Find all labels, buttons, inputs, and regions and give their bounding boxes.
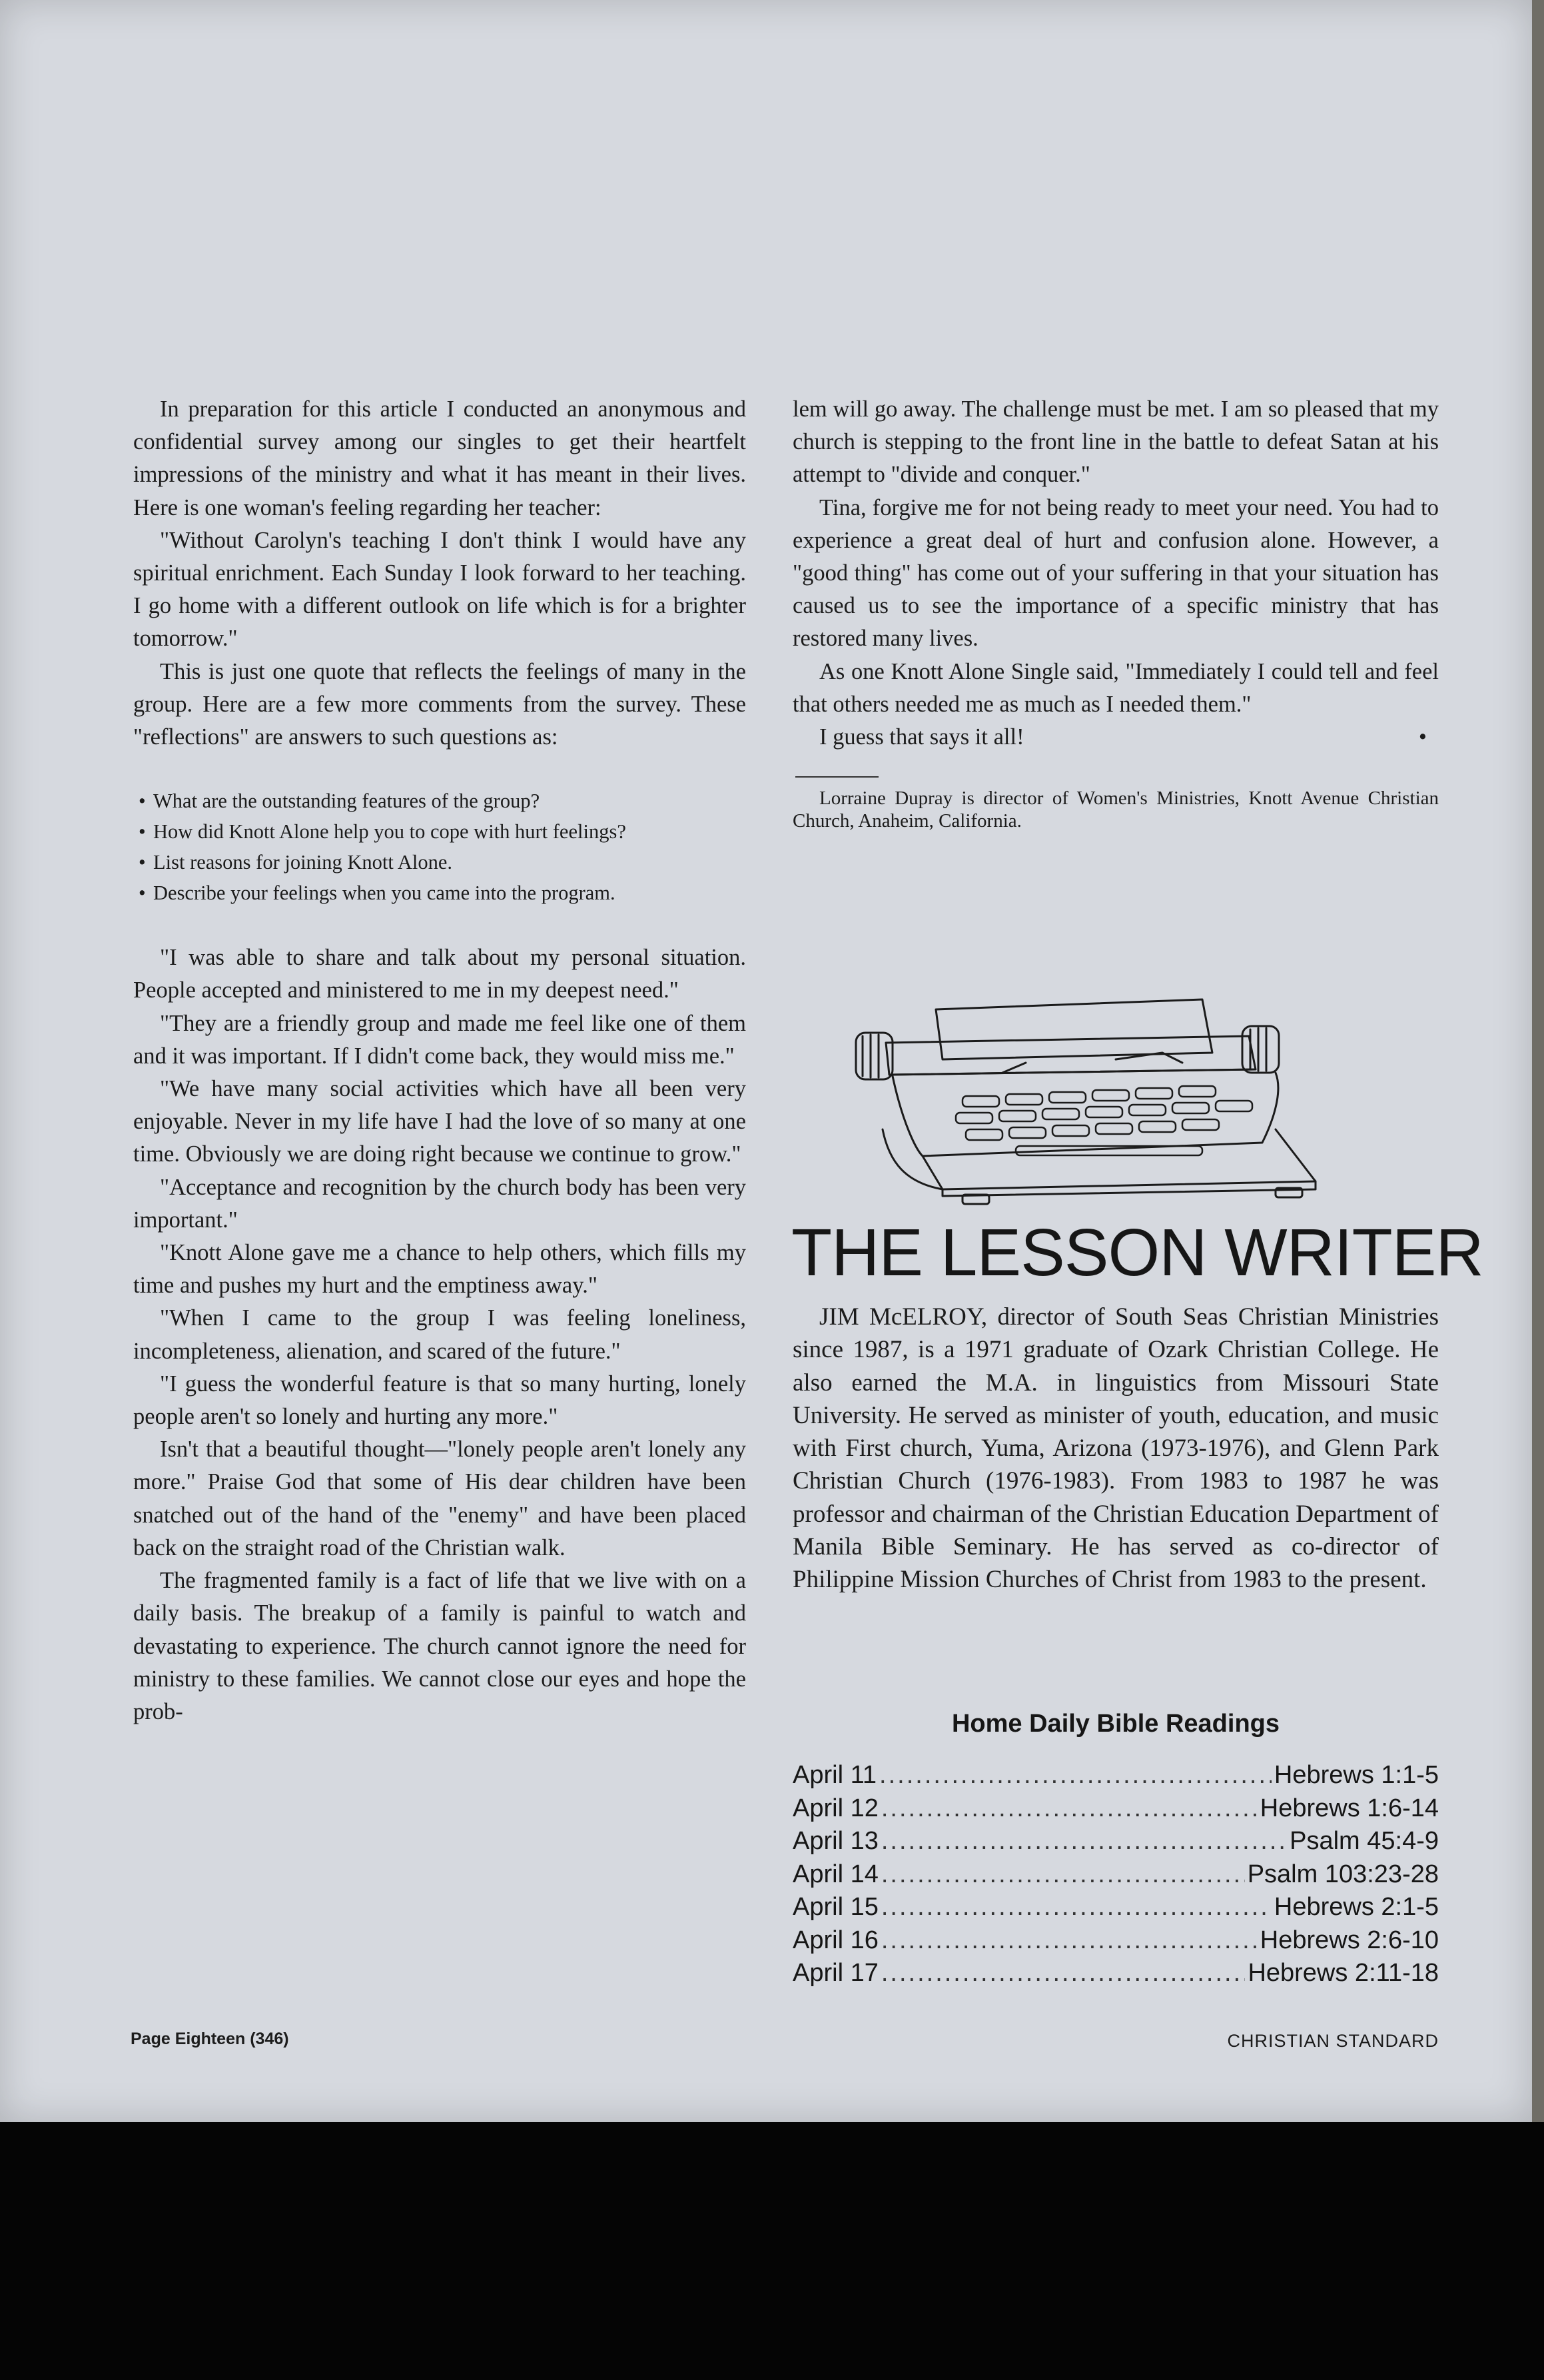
list-item: • What are the outstanding features of the group? <box>139 790 540 813</box>
list-item: • List reasons for joining Knott Alone. <box>139 851 452 874</box>
list-item: April 13 ..... Psalm 45:4-9 <box>793 1825 1439 1858</box>
quote-paragraph: "They are a friendly group and made me feel like one of them and it was important. If I didn't come back, they would miss me." <box>133 1010 746 1069</box>
body-paragraph: In preparation for this article I conducted an anonymous and confidential survey among our singles to get their heartfelt impressions of the ministry and what it has meant in their lives. Here is one woman's feeling regarding her teacher: <box>133 396 746 520</box>
list-item: • Describe your feelings when you came into the program. <box>139 882 615 905</box>
lesson-writer-bio <box>793 1301 1439 1596</box>
readings-title: Home Daily Bible Readings <box>951 1710 1280 1738</box>
body-paragraph: As one Knott Alone Single said, "Immediately I could tell and feel that others needed me as much as I needed them." <box>793 658 1439 717</box>
lesson-writer-heading: THE LESSON WRITER <box>791 1215 1483 1290</box>
right-column <box>793 393 1439 832</box>
quote-paragraph: "When I came to the group I was feeling loneliness, incompleteness, alienation, and scared of the future." <box>133 1305 746 1364</box>
bible-readings-list <box>793 1759 1439 1990</box>
quote-paragraph: "We have many social activities which have all been very enjoyable. Never in my life have I had the love of so many at one time. Obviously we are doing right because we continue to grow." <box>133 1076 746 1167</box>
body-paragraph: lem will go away. The challenge must be met. I am so pleased that my church is stepping to the front line in the battle to defeat Satan at his attempt to "divide and conquer." <box>793 396 1439 488</box>
show-through-ghost-text <box>147 73 1412 366</box>
body-paragraph: Tina, forgive me for not being ready to meet your need. You had to experience a great deal of hurt and confusion alone. However, a "good thing" has come out of your suffering in that your situation has caused us to see the importance of a specific ministry that has restored many lives. <box>793 494 1439 652</box>
left-column <box>133 393 746 1728</box>
survey-question-list <box>133 786 746 908</box>
end-mark: • <box>1418 724 1427 750</box>
list-item: April 16 ..... Hebrews 2:6-10 <box>793 1924 1439 1958</box>
body-paragraph: "Without Carolyn's teaching I don't think I would have any spiritual enrichment. Each Sunday I look forward to her teaching. I go home with a different outlook on life which is for a brighter tomorrow." <box>133 527 746 652</box>
closing-line: I guess that says it all! • <box>793 721 1439 754</box>
list-item: April 11 ..... Hebrews 1:1-5 <box>793 1759 1439 1792</box>
typewriter-icon <box>849 996 1342 1209</box>
quote-paragraph: "I guess the wonderful feature is that so many hurting, lonely people aren't so lonely and hurting any more." <box>133 1371 746 1430</box>
page-edge <box>1532 0 1544 2122</box>
body-paragraph: The fragmented family is a fact of life that we live with on a daily basis. The breakup of a family is painful to watch and devastating to experience. The church cannot ignore the need for ministry to these families. We cannot close our eyes and hope the prob- <box>133 1568 746 1724</box>
list-item: April 12 ..... Hebrews 1:6-14 <box>793 1792 1439 1826</box>
quote-paragraph: "I was able to share and talk about my personal situation. People accepted and ministered to me in my deepest need." <box>133 945 746 1003</box>
body-paragraph: This is just one quote that reflects the feelings of many in the group. Here are a few more comments from the survey. These "reflections" are answers to such questions as: <box>133 658 746 750</box>
list-item: April 17 ..... Hebrews 2:11-18 <box>793 1957 1439 1990</box>
list-item: April 15 ..... Hebrews 2:1-5 <box>793 1891 1439 1924</box>
publication-name: CHRISTIAN STANDARD <box>1227 2031 1439 2051</box>
body-paragraph: Isn't that a beautiful thought—"lonely people aren't lonely any more." Praise God that some of His dear children have been snatched out of the hand of the "enemy" and have been placed back on the straight road of the Christian walk. <box>133 1437 746 1560</box>
author-bio: Lorraine Dupray is director of Women's Ministries, Knott Avenue Christian Church, Anaheim, California. <box>793 788 1439 832</box>
quote-paragraph: "Acceptance and recognition by the church body has been very important." <box>133 1174 746 1233</box>
divider <box>795 776 879 778</box>
writer-bio-paragraph: JIM McELROY, director of South Seas Christian Ministries since 1987, is a 1971 graduate of Ozark Christian College. He also earned the M.A. in linguistics from Missouri State University. He served as minister of youth, education, and music with First church, Yuma, Arizona (1973-1976), and Glenn Park Christian Church (1976-1983). From 1983 to 1987 he was professor and chairman of the Christian Education Department of Manila Bible Seminary. He has served as co-director of Philippine Mission Churches of Christ from 1983 to the present. <box>793 1303 1439 1594</box>
list-item: • How did Knott Alone help you to cope with hurt feelings? <box>139 820 626 844</box>
page-number: Page Eighteen (346) <box>131 2030 289 2048</box>
quote-paragraph: "Knott Alone gave me a chance to help others, which fills my time and pushes my hurt and the emptiness away." <box>133 1240 746 1299</box>
list-item: April 14 ..... Psalm 103:23-28 <box>793 1858 1439 1892</box>
